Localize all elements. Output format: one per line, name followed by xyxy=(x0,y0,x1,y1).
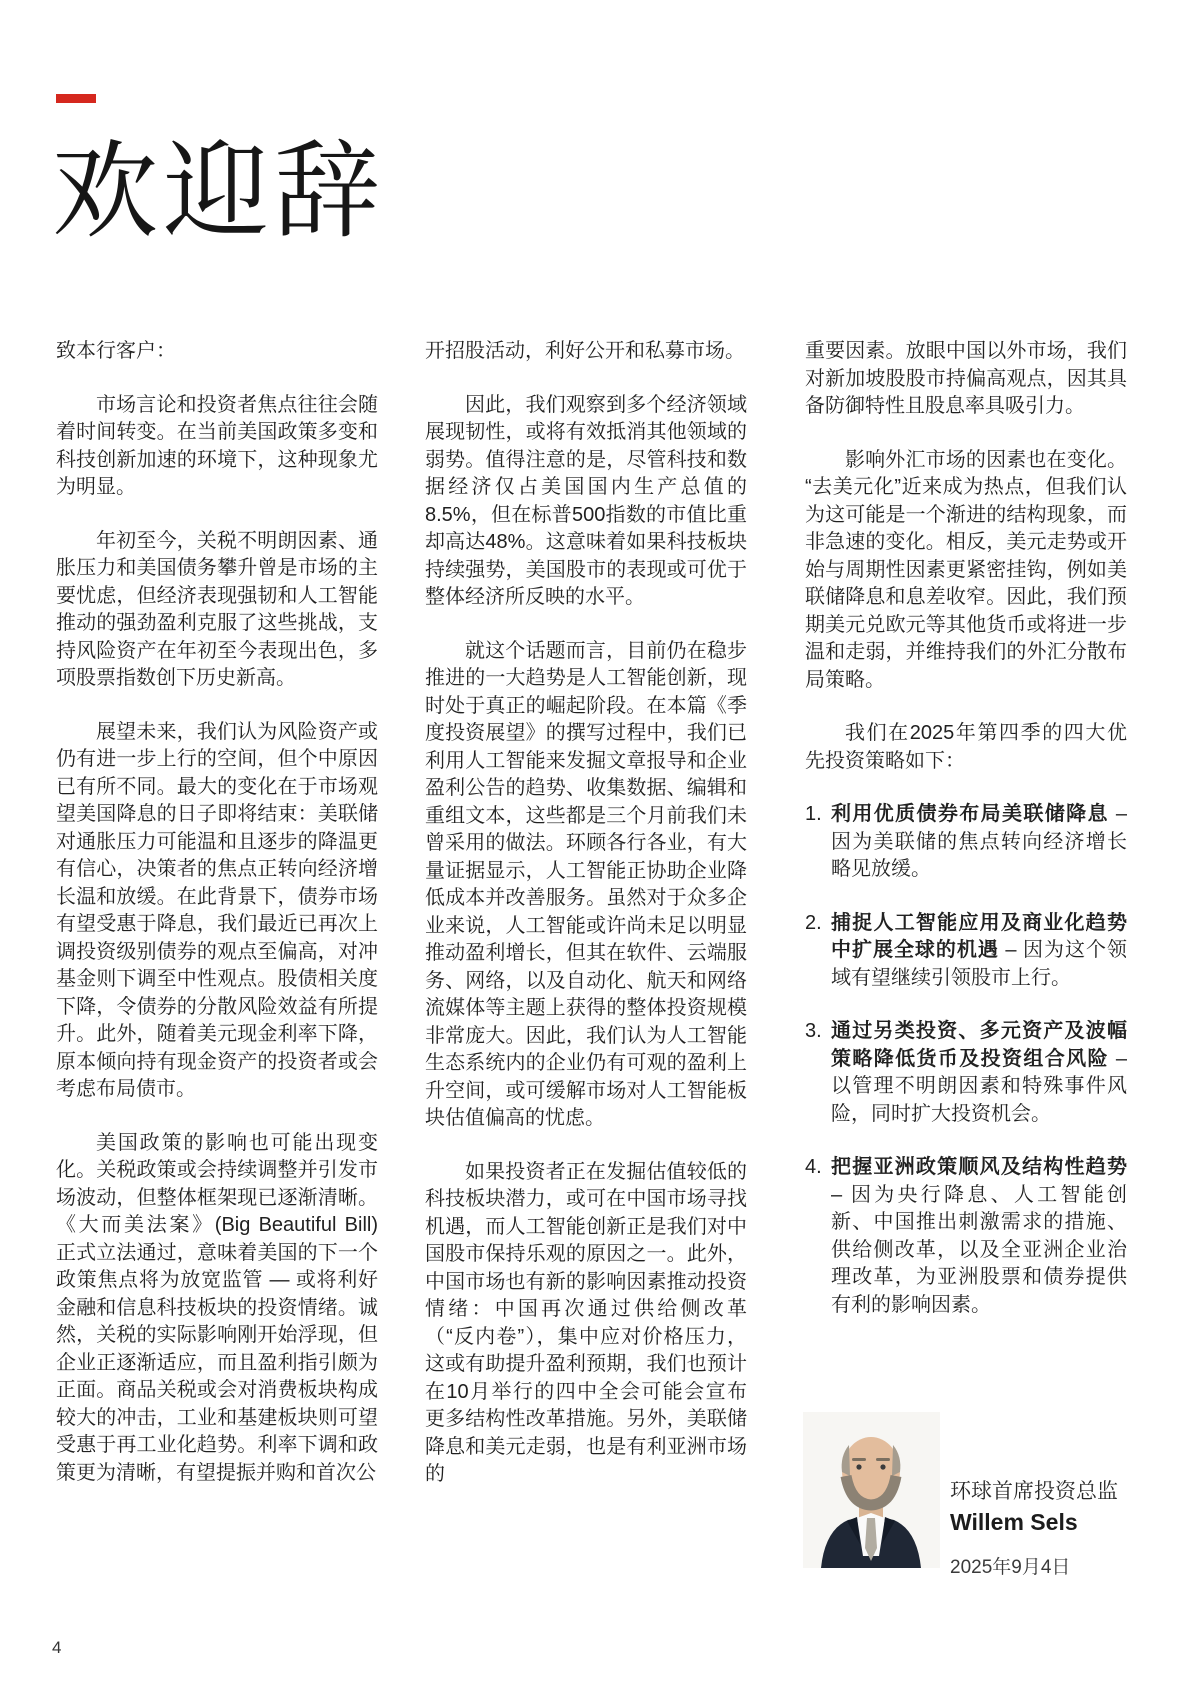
text-column-2 xyxy=(425,338,747,1515)
paragraph: 影响外汇市场的因素也在变化。“去美元化”近来成为热点，但我们认为这可能是一个渐进的结构现象，而非急速的变化。相反，美元走势或开始与周期性因素更紧密挂钩，例如美联储降息和息差收窄。因此，我们预期美元兑欧元等其他货币或将进一步温和走弱，并维持我们的外汇分散布局策略。 xyxy=(805,448,1127,691)
author-name: Willem Sels xyxy=(950,1509,1078,1535)
strategy-item xyxy=(805,910,1127,993)
strategy-number: 4. xyxy=(805,1156,822,1178)
page-title: 欢迎辞 xyxy=(52,133,385,251)
signature-date: 2025年9月4日 xyxy=(950,1557,1071,1578)
paragraph: 就这个话题而言，目前仍在稳步推进的一大趋势是人工智能创新，现时处于真正的崛起阶段。在本篇《季度投资展望》的撰写过程中，我们已利用人工智能来发掘文章报导和企业盈利公告的趋势、收集数据、编辑和重组文本，这些都是三个月前我们未曾采用的做法。环顾各行各业，有大量证据显示，人工智能正协助企业降低成本并改善服务。虽然对于众多企业来说，人工智能或许尚未足以明显推动盈利增长，但其在软件、云端服务、网络，以及自动化、航天和网络流媒体等主题上获得的整体投资规模非常庞大。因此，我们认为人工智能生态系统内的企业仍有可观的盈利上升空间，或可缓解市场对人工智能板块估值偏高的忧虑。 xyxy=(425,639,747,1129)
strategy-desc: – 因为美联储的焦点转向经济增长略见放缓。 xyxy=(831,803,1127,880)
strategy-number: 1. xyxy=(805,803,822,825)
paragraph: 展望未来，我们认为风险资产或仍有进一步上行的空间，但个中原因已有所不同。最大的变化在于市场观望美国降息的日子即将结束：美联储对通胀压力可能温和且逐步的降温更有信心，决策者的焦点正转向经济增长温和放缓。在此背景下，债券市场有望受惠于降息，我们最近已再次上调投资级别债券的观点至偏高，对冲基金则下调至中性观点。股债相关度下降，令债券的分散风险效益有所提升。此外，随着美元现金利率下降，原本倾向持有现金资产的投资者或会考虑布局债市。 xyxy=(56,720,378,1100)
strategy-title: 把握亚洲政策顺风及结构性趋势 xyxy=(831,1156,1127,1178)
salutation: 致本行客户： xyxy=(56,340,176,362)
paragraph: 年初至今，关税不明朗因素、通胀压力和美国债务攀升曾是市场的主要忧虑，但经济表现强韧和人工智能推动的强劲盈利克服了这些挑战，支持风险资产在年初至今表现出色，多项股票指数创下历史新高。 xyxy=(56,529,378,689)
paragraph: 美国政策的影响也可能出现变化。关税政策或会持续调整并引发市场波动，但整体框架现已逐渐清晰。《大而美法案》(Big Beautiful Bill) 正式立法通过，意味着美国的下一个政策焦点将为放宽监管 — 或将利好金融和信息科技板块的投资情绪。诚然，关税的实际影响刚开始浮现，但企业正逐渐适应，而且盈利指引颇为正面。商品关税或会对消费板块构成较大的冲击，工业和基建板块则可望受惠于再工业化趋势。利率下调和政策更为清晰，有望提振并购和首次公 xyxy=(56,1131,378,1484)
author-photo xyxy=(803,1412,940,1568)
paragraph: 如果投资者正在发掘估值较低的科技板块潜力，或可在中国市场寻找机遇，而人工智能创新正是我们对中国股市保持乐观的原因之一。此外，中国市场也有新的影响因素推动投资情绪：中国再次通过供给侧改革（“反内卷”），集中应对价格压力，这或有助提升盈利预期，我们也预计在10月举行的四中全会可能会宣布更多结构性改革措施。另外，美联储降息和美元走弱，也是有利亚洲市场的 xyxy=(425,1160,747,1485)
text-column-1 xyxy=(56,338,378,1513)
author-portrait-illustration xyxy=(803,1412,940,1568)
author-role: 环球首席投资总监 xyxy=(950,1480,1118,1503)
paragraph: 市场言论和投资者焦点往往会随着时间转变。在当前美国政策多变和科技创新加速的环境下，这种现象尤为明显。 xyxy=(56,393,378,498)
strategy-number: 2. xyxy=(805,911,822,934)
strategy-title: 通过另类投资、多元资产及波幅策略降低货币及投资组合风险 xyxy=(831,1020,1127,1070)
strategy-number: 3. xyxy=(805,1020,822,1042)
strategy-desc: – 因为央行降息、人工智能创新、中国推出刺激需求的措施、供给侧改革，以及全亚洲企业治理改革，为亚洲股票和债券提供有利的影响因素。 xyxy=(831,1183,1127,1316)
text-column-3 xyxy=(805,338,1127,1345)
strategy-item xyxy=(805,1018,1127,1128)
page-number: 4 xyxy=(52,1638,62,1657)
paragraph: 因此，我们观察到多个经济领域展现韧性，或将有效抵消其他领域的弱势。值得注意的是，尽管科技和数据经济仅占美国国内生产总值的8.5%，但在标普500指数的市值比重却高达48%。这意味着如果科技板块持续强势，美国股市的表现或可优于整体经济所反映的水平。 xyxy=(425,393,747,608)
strategy-title: 捕捉人工智能应用及商业化趋势中扩展全球的机遇 xyxy=(831,911,1127,961)
strategy-item xyxy=(805,801,1127,884)
continuation-paragraph: 开招股活动，利好公开和私募市场。 xyxy=(425,340,745,362)
accent-dash xyxy=(56,94,96,103)
strategy-title: 利用优质债券布局美联储降息 xyxy=(831,803,1109,825)
strategy-text xyxy=(831,910,1127,993)
strategy-text xyxy=(831,801,1127,884)
paragraph: 我们在2025年第四季的四大优先投资策略如下： xyxy=(805,722,1127,772)
strategy-desc: – 因为这个领域有望继续引领股市上行。 xyxy=(831,939,1127,989)
strategy-desc: – 以管理不明朗因素和特殊事件风险，同时扩大投资机会。 xyxy=(831,1047,1127,1125)
continuation-paragraph: 重要因素。放眼中国以外市场，我们对新加坡股股市持偏高观点，因其具备防御特性且股息率具吸引力。 xyxy=(805,340,1127,417)
signature-block xyxy=(950,1477,1118,1579)
strategy-text xyxy=(831,1154,1127,1319)
strategy-text xyxy=(831,1018,1127,1128)
strategy-item xyxy=(805,1154,1127,1319)
strategy-list xyxy=(805,801,1127,1319)
